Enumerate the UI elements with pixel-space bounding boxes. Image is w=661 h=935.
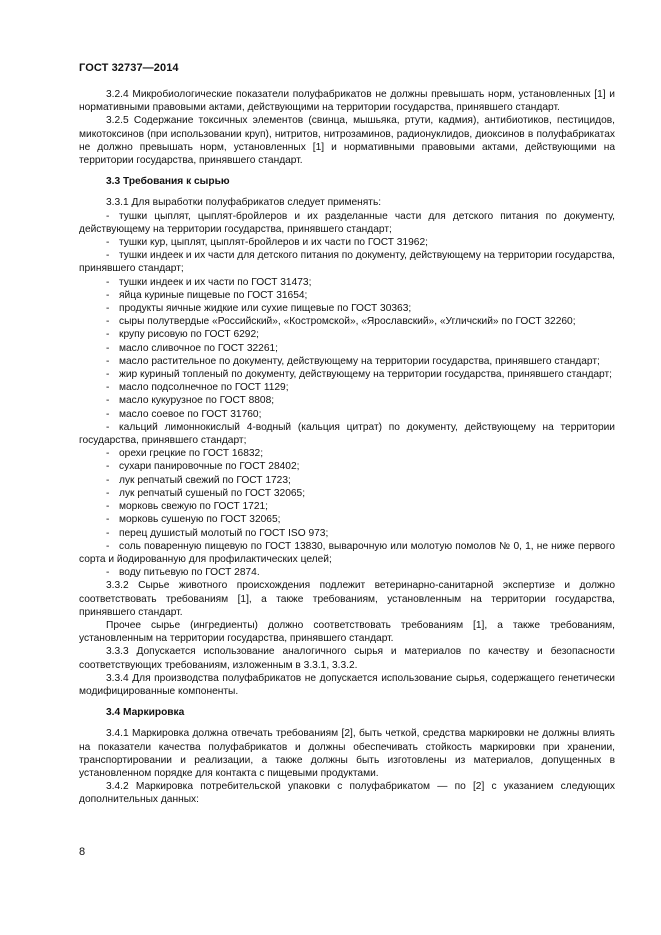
- list-bullet: -: [106, 514, 110, 526]
- paragraph-3-4-2: 3.4.2 Маркировка потребительской упаковки с полуфабрикатом — по [2] с указанием следующих дополнительных данных:: [79, 781, 615, 806]
- list-item: [79, 540, 615, 566]
- section-heading-3-4: 3.4 Маркировка: [106, 707, 185, 719]
- list-bullet: -: [106, 474, 110, 486]
- list-bullet: -: [106, 501, 110, 513]
- list-item-text: морковь свежую по ГОСТ 1721;: [119, 501, 269, 513]
- list-bullet: -: [106, 329, 110, 341]
- list-item: [79, 342, 615, 355]
- list-item-text: масло кукурузное по ГОСТ 8808;: [119, 395, 275, 407]
- list-item-text: масло подсолнечное по ГОСТ 1129;: [119, 382, 289, 394]
- list-item: [79, 513, 615, 526]
- paragraph-3-3-2: 3.3.2 Сырье животного происхождения подлежит ветеринарно-санитарной экспертизе и должно соответствовать требованиям [1], а также требованиям, установленным на территории государства, принявшего стандарт.: [79, 580, 615, 618]
- list-item-text: орехи грецкие по ГОСТ 16832;: [119, 448, 264, 460]
- list-item: [79, 474, 615, 487]
- list-bullet: -: [106, 355, 110, 367]
- raw-materials-list: [79, 210, 615, 580]
- section-heading-3-3: 3.3 Требования к сырью: [106, 176, 230, 188]
- list-bullet: -: [106, 289, 110, 301]
- list-item: [79, 500, 615, 513]
- list-bullet: -: [106, 210, 110, 222]
- list-item: [79, 421, 615, 447]
- paragraph-3-3-1: 3.3.1 Для выработки полуфабрикатов следует применять:: [106, 197, 382, 209]
- list-bullet: -: [106, 527, 110, 539]
- list-item: [79, 328, 615, 341]
- list-item-text: тушки кур, цыплят, цыплят-бройлеров и их части по ГОСТ 31962;: [119, 237, 428, 249]
- list-bullet: -: [106, 408, 110, 420]
- list-item: [79, 249, 615, 275]
- list-bullet: -: [106, 421, 110, 433]
- list-item-text: масло растительное по документу, действующему на территории государства, принявшего стандарт;: [119, 355, 600, 367]
- list-item-text: жир куриный топленый по документу, действующему на территории государства, принявшего стандарт;: [119, 369, 612, 381]
- list-item-text: масло соевое по ГОСТ 31760;: [119, 408, 262, 420]
- list-bullet: -: [106, 461, 110, 473]
- list-item-text: тушки цыплят, цыплят-бройлеров и их разделанные части для детского питания по документу, действующему на территории государства, принявшего стандарт;: [79, 210, 615, 235]
- list-bullet: -: [106, 276, 110, 288]
- paragraph-3-3-2-other: Прочее сырье (ингредиенты) должно соответствовать требованиям [1], а также требованиям, установленным на территории государства, принявшего стандарт.: [79, 619, 615, 645]
- list-item: [79, 394, 615, 407]
- page-body: [79, 88, 615, 807]
- document-code-header: ГОСТ 32737—2014: [79, 62, 179, 74]
- paragraph-3-2-4: 3.2.4 Микробиологические показатели полуфабрикатов не должны превышать норм, установленных [1] и нормативными правовыми актами, действующими на территории государства, принявшего стандарт.: [79, 89, 615, 114]
- paragraph-3-3-4: 3.3.4 Для производства полуфабрикатов не допускается использование сырья, содержащего генетически модифицированные компоненты.: [79, 672, 615, 697]
- list-item: [79, 527, 615, 540]
- list-item-text: морковь сушеную по ГОСТ 32065;: [119, 514, 281, 526]
- paragraph-3-3-3: 3.3.3 Допускается использование аналогичного сырья и материалов по качеству и безопасности соответствующих требованиям, изложенным в 3.3.1, 3.3.2.: [79, 646, 615, 671]
- list-item-text: кальций лимоннокислый 4-водный (кальция цитрат) по документу, действующему на территории государства, принявшего стандарт;: [79, 421, 615, 447]
- list-item-text: лук репчатый свежий по ГОСТ 1723;: [119, 474, 291, 486]
- list-bullet: -: [106, 395, 110, 407]
- list-item-text: сыры полутвердые «Российский», «Костромской», «Ярославский», «Угличский» по ГОСТ 32260;: [119, 316, 576, 328]
- list-item: [79, 210, 615, 236]
- list-item: [79, 276, 615, 289]
- list-item-text: тушки индеек и их части по ГОСТ 31473;: [119, 276, 312, 288]
- list-bullet: -: [106, 342, 110, 354]
- list-bullet: -: [106, 487, 110, 499]
- list-item: [79, 408, 615, 421]
- list-item-text: лук репчатый сушеный по ГОСТ 32065;: [119, 487, 306, 499]
- list-item: [79, 355, 615, 368]
- list-item-text: масло сливочное по ГОСТ 32261;: [119, 342, 278, 354]
- list-item-text: соль поваренную пищевую по ГОСТ 13830, выварочную или молотую помолов № 0, 1, не ниже первого сорта и йодированную для профилактических целей;: [79, 540, 615, 565]
- list-item-text: сухари панировочные по ГОСТ 28402;: [119, 461, 300, 473]
- list-bullet: -: [106, 316, 110, 328]
- list-item: [79, 460, 615, 473]
- list-item-text: воду питьевую по ГОСТ 2874.: [119, 567, 260, 579]
- list-bullet: -: [106, 303, 110, 315]
- list-item: [79, 302, 615, 315]
- list-bullet: -: [106, 382, 110, 394]
- list-item: [79, 487, 615, 500]
- list-item: [79, 447, 615, 460]
- list-bullet: -: [106, 540, 110, 552]
- list-bullet: -: [106, 237, 110, 249]
- list-bullet: -: [106, 250, 110, 262]
- list-item: [79, 289, 615, 302]
- list-item: [79, 368, 615, 381]
- paragraph-3-2-5: 3.2.5 Содержание токсичных элементов (свинца, мышьяка, ртути, кадмия), антибиотиков, пестицидов, микотоксинов (при использовании круп), нитритов, нитрозаминов, радионуклидов, диоксинов в полуфабрикатах не должно превышать норм, установленных [1] и нормативными правовыми актами, действующими на территории государства, принявшего стандарт.: [79, 115, 615, 167]
- list-item-text: яйца куриные пищевые по ГОСТ 31654;: [119, 289, 308, 301]
- list-bullet: -: [106, 567, 110, 579]
- list-item: [79, 236, 615, 249]
- list-item: [79, 315, 615, 328]
- list-item-text: перец душистый молотый по ГОСТ ISO 973;: [119, 527, 329, 539]
- page-number: 8: [79, 846, 86, 858]
- list-item: [79, 566, 615, 579]
- list-item: [79, 381, 615, 394]
- list-bullet: -: [106, 448, 110, 460]
- list-bullet: -: [106, 369, 110, 381]
- list-item-text: крупу рисовую по ГОСТ 6292;: [119, 329, 259, 341]
- list-item-text: продукты яичные жидкие или сухие пищевые по ГОСТ 30363;: [119, 303, 412, 315]
- paragraph-3-4-1: 3.4.1 Маркировка должна отвечать требованиям [2], быть четкой, средства маркировки не должны влиять на показатели качества полуфабрикатов и должны обеспечивать стойкость маркировки при хранении, транспортировании и реализации, а также должны быть изготовлены из материалов, допущенных в установленном порядке для контакта с пищевыми продуктами.: [79, 728, 615, 779]
- list-item-text: тушки индеек и их части для детского питания по документу, действующему на территории государства, принявшего стандарт;: [79, 250, 615, 275]
